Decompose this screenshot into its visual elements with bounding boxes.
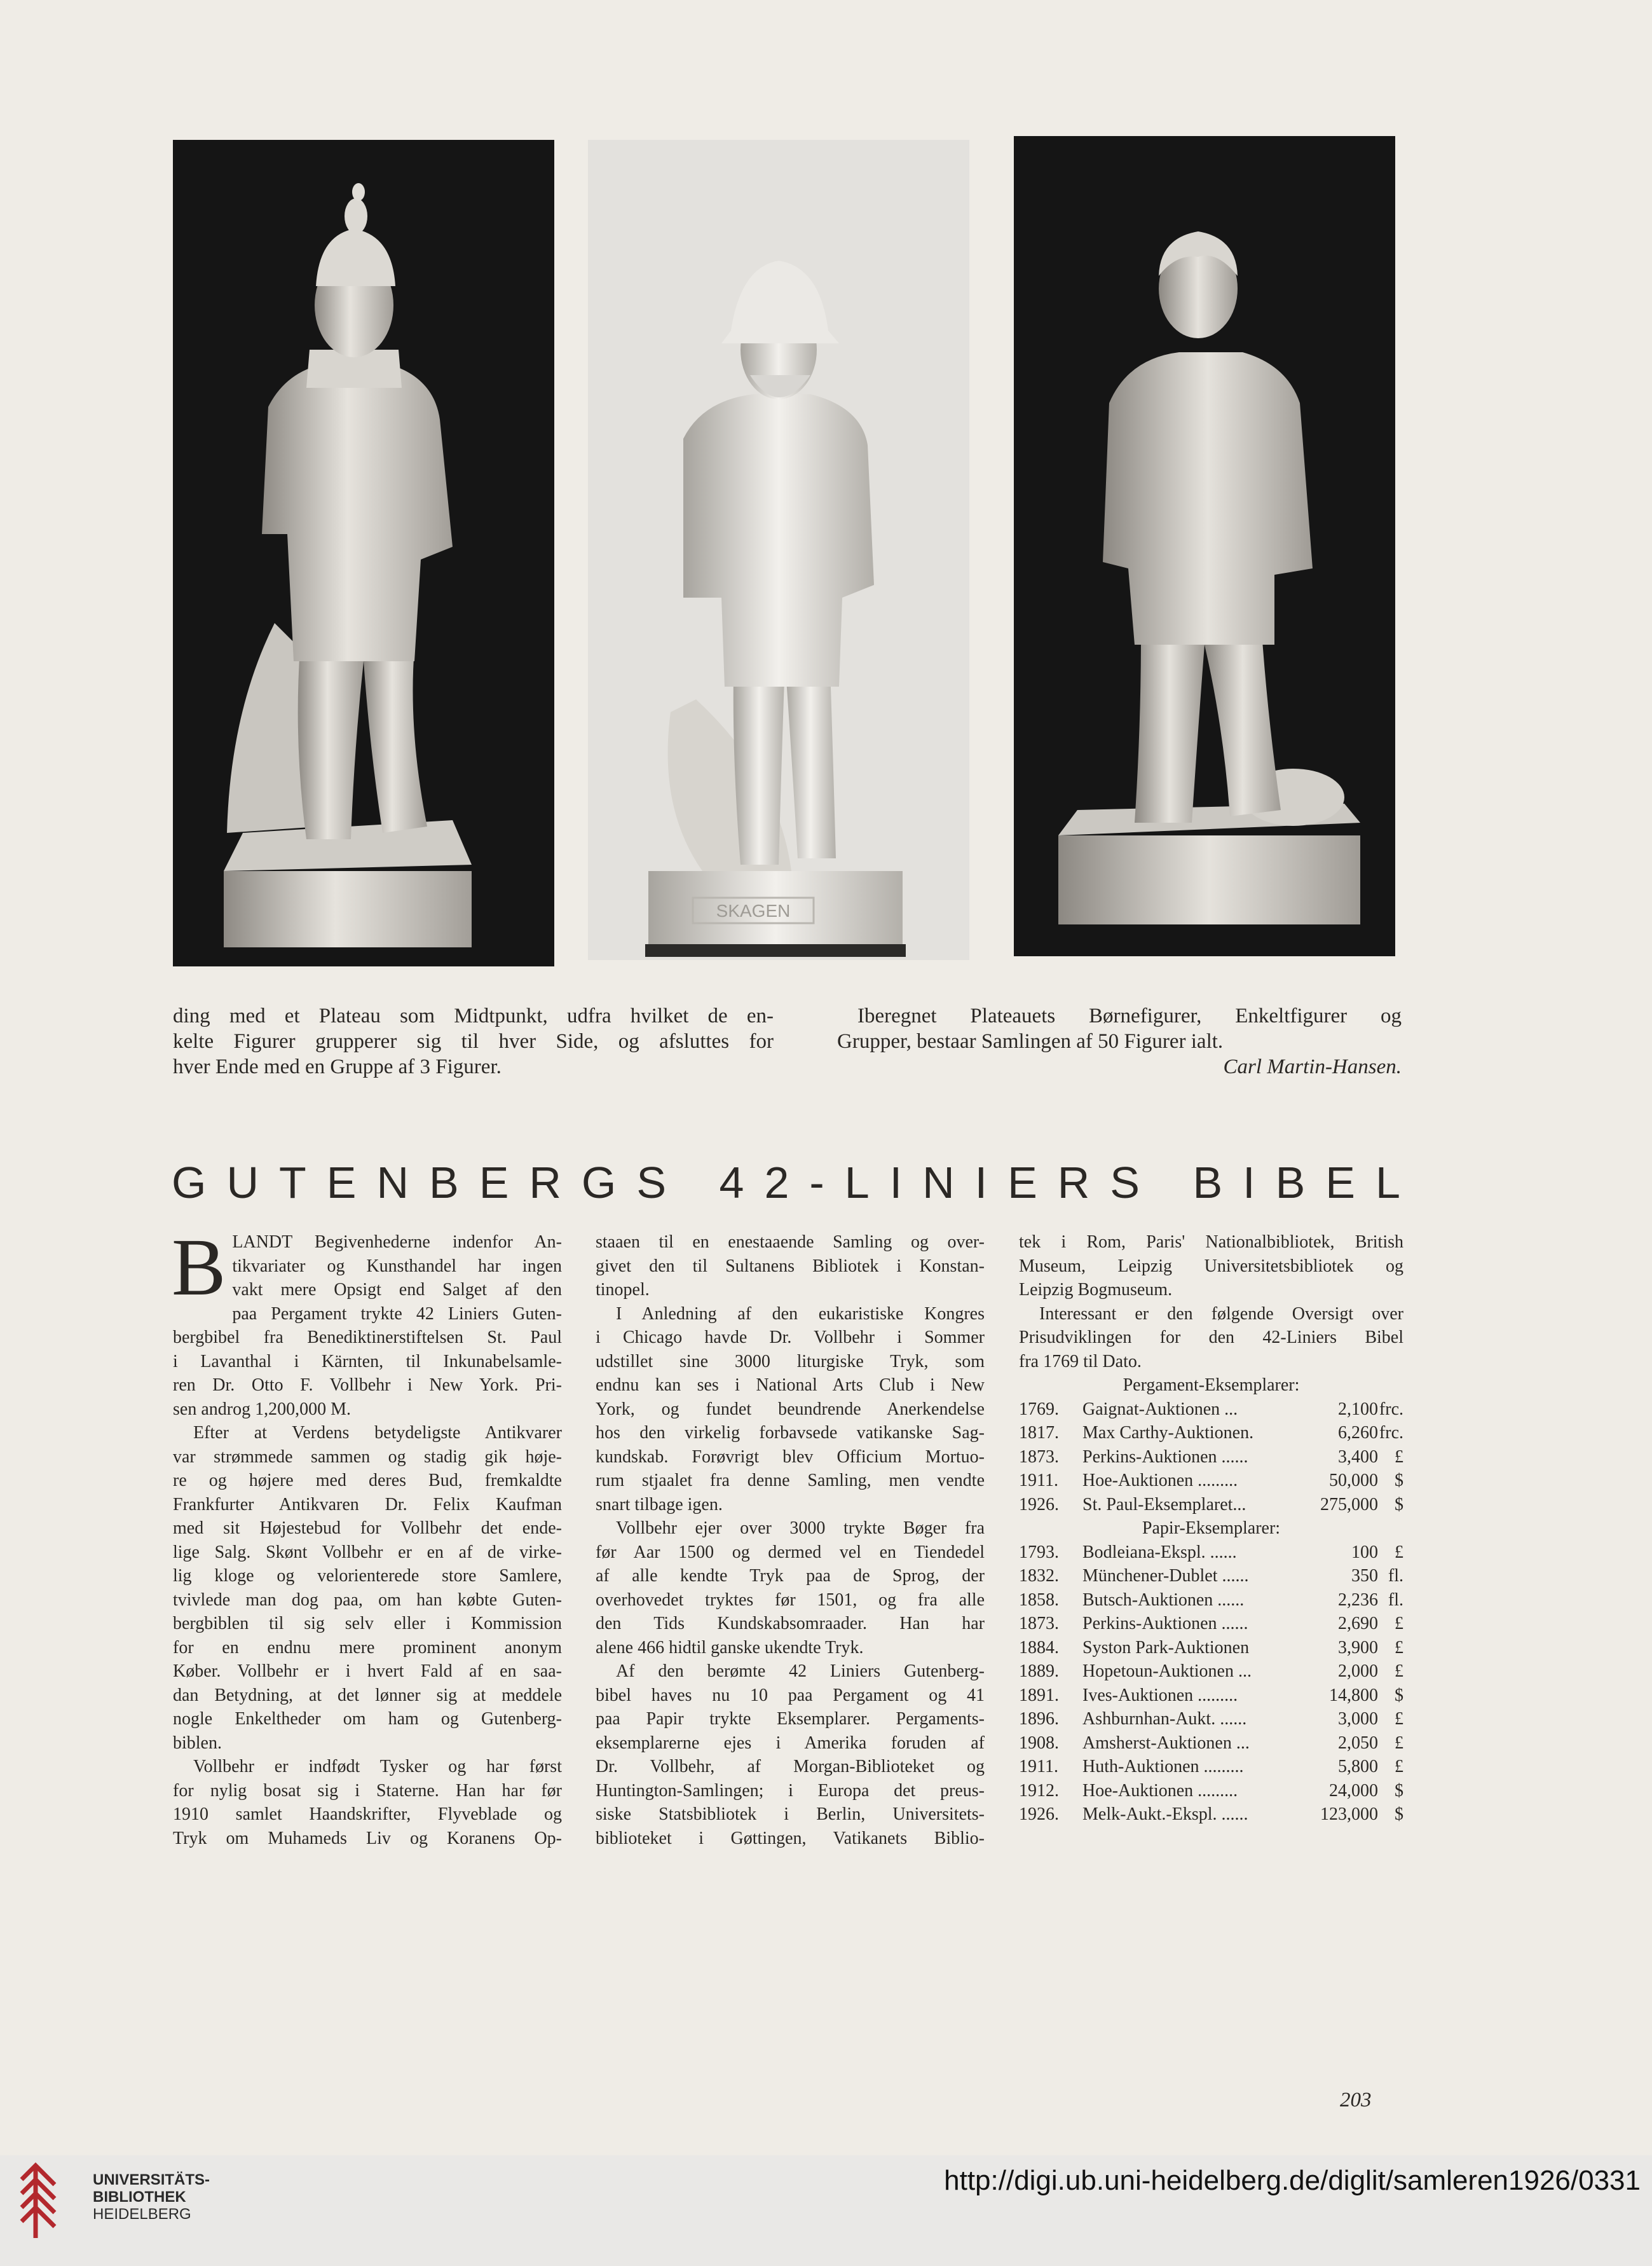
price-name: Melk-Aukt.-Ekspl. ...... [1082, 1804, 1248, 1824]
price-cur: $ [1395, 1471, 1403, 1490]
papir-price-table [1019, 1541, 1403, 1827]
text-line: Prisudviklingen for den 42-Liniers Bibel [1019, 1328, 1403, 1347]
price-value: 2,690 [1338, 1614, 1378, 1633]
caption-left-line: hver Ende med en Gruppe af 3 Figurer. [173, 1055, 502, 1078]
price-name: Perkins-Auktionen ...... [1082, 1446, 1248, 1467]
price-name: Syston Park-Auktionen [1082, 1637, 1250, 1658]
price-row [1019, 1564, 1403, 1588]
text-line: overhovedet tryktes før 1501, og fra alle [596, 1590, 985, 1610]
text-line: lig kloge og velorienterede store Samlere, [173, 1566, 562, 1586]
text-line: tvivlede man dog paa, om han købte Guten- [173, 1590, 562, 1610]
text-line: med sit Højestebud for Vollbehr det ende- [173, 1518, 562, 1538]
text-line: I Anledning af den eukaristiske Kongres [616, 1303, 985, 1324]
text-line: bibel haves nu 10 paa Pergament og 41 [596, 1685, 985, 1705]
library-name-line: BIBLIOTHEK [93, 2188, 186, 2206]
plinth-label: SKAGEN [716, 901, 791, 921]
text-line: den Tids Kundskabsomraader. Han har [596, 1614, 985, 1633]
text-line: tikvariater og Kunsthandel har ingen [232, 1256, 562, 1276]
text-line: dan Betydning, at det lønner sig at meddele [173, 1685, 562, 1705]
price-value: 14,800 [1329, 1685, 1378, 1705]
text-line: hos den virkelig forbavsede vatikanske Sag- [596, 1423, 985, 1443]
caption-signature: Carl Martin-Hansen. [1223, 1055, 1402, 1078]
price-year: 1926. [1019, 1494, 1059, 1514]
text-line: før Aar 1500 og dermed vel en Tiendedel [596, 1542, 985, 1562]
price-cur: £ [1395, 1733, 1403, 1753]
price-row [1019, 1659, 1403, 1684]
price-year: 1873. [1019, 1614, 1059, 1633]
text-line: re og højere med deres Bud, fremkaldte [173, 1471, 562, 1490]
text-line: fra 1769 til Dato. [1019, 1351, 1142, 1371]
price-cur: $ [1395, 1494, 1403, 1514]
price-row [1019, 1445, 1403, 1469]
price-name: Hoe-Auktionen ......... [1082, 1471, 1238, 1490]
text-line: kundskab. Forøvrigt blev Officium Mortuo- [596, 1446, 985, 1467]
text-line: Museum, Leipzig Universitetsbibliotek og [1019, 1256, 1403, 1276]
price-year: 1858. [1019, 1590, 1059, 1610]
price-year: 1889. [1019, 1661, 1059, 1681]
price-cur: $ [1395, 1780, 1403, 1801]
price-value: 2,236 [1338, 1590, 1378, 1610]
price-cur: frc. [1379, 1423, 1403, 1443]
text-line: biblen. [173, 1733, 222, 1753]
text-line: Køber. Vollbehr er i hvert Fald af en saa- [173, 1661, 562, 1681]
university-library-logo-icon [17, 2160, 60, 2243]
price-name: Ashburnhan-Aukt. ...... [1082, 1709, 1247, 1729]
price-name: Münchener-Dublet ...... [1082, 1566, 1249, 1586]
price-value: 3,400 [1338, 1446, 1378, 1467]
pergament-heading: Pergament-Eksemplarer: [1123, 1375, 1300, 1395]
price-row [1019, 1588, 1403, 1612]
price-name: Perkins-Auktionen ...... [1082, 1614, 1248, 1633]
price-name: Bodleiana-Ekspl. ...... [1082, 1542, 1237, 1562]
price-cur: $ [1395, 1685, 1403, 1705]
price-year: 1908. [1019, 1733, 1059, 1753]
price-year: 1769. [1019, 1399, 1059, 1419]
price-cur: £ [1395, 1542, 1403, 1562]
price-row [1019, 1684, 1403, 1708]
photo-fisherman-figurine [588, 140, 969, 960]
price-cur: frc. [1379, 1399, 1403, 1419]
price-row [1019, 1397, 1403, 1422]
price-value: 2,100 [1338, 1399, 1378, 1419]
text-line: i Lavanthal i Kärnten, til Inkunabelsamle- [173, 1351, 562, 1371]
text-line: tinopel. [596, 1280, 650, 1300]
price-year: 1817. [1019, 1423, 1059, 1443]
price-name: Ives-Auktionen ......... [1082, 1685, 1238, 1705]
text-line: Efter at Verdens betydeligste Antikvarer [193, 1423, 562, 1443]
price-row [1019, 1636, 1403, 1660]
caption-right [837, 1003, 1402, 1080]
text-line: af alle kendte Tryk paa de Sprog, der [596, 1566, 985, 1586]
price-row [1019, 1541, 1403, 1565]
caption-left-line: ding med et Plateau som Midtpunkt, udfra hvilket de en- [173, 1005, 774, 1027]
price-value: 5,800 [1338, 1757, 1378, 1776]
price-row [1019, 1469, 1403, 1493]
text-line: endnu kan ses i National Arts Club i New [596, 1375, 985, 1395]
price-row [1019, 1755, 1403, 1779]
text-line: for nylig bosat sig i Staterne. Han har før [173, 1780, 562, 1801]
text-line: snart tilbage igen. [596, 1494, 723, 1514]
text-line: paa Pergament trykte 42 Liniers Guten- [232, 1303, 562, 1324]
caption-left [173, 1003, 774, 1080]
price-value: 100 [1351, 1542, 1378, 1562]
text-line: sen androg 1,200,000 M. [173, 1399, 351, 1419]
price-value: 3,900 [1338, 1637, 1378, 1658]
text-line: Frankfurter Antikvaren Dr. Felix Kaufman [173, 1494, 562, 1514]
price-cur: £ [1395, 1661, 1403, 1681]
price-row [1019, 1707, 1403, 1731]
text-line: Af den berømte 42 Liniers Gutenberg- [616, 1661, 985, 1681]
price-cur: £ [1395, 1446, 1403, 1467]
text-line: Tryk om Muhameds Liv og Koranens Op- [173, 1828, 562, 1848]
article-column-3 [1019, 1230, 1403, 1827]
text-line: ren Dr. Otto F. Vollbehr i New York. Pri- [173, 1375, 562, 1395]
price-year: 1896. [1019, 1709, 1059, 1729]
caption-right-line: Grupper, bestaar Samlingen af 50 Figurer ialt. [837, 1030, 1224, 1053]
price-cur: £ [1395, 1757, 1403, 1776]
article-column-1 [172, 1222, 562, 1850]
library-name [93, 2171, 210, 2223]
text-line: staaen til en enestaaende Samling og over- [596, 1232, 985, 1252]
page-number: 203 [1340, 2089, 1372, 2112]
text-line: Vollbehr ejer over 3000 trykte Bøger fra [616, 1518, 985, 1538]
text-line: biblioteket i Gøttingen, Vatikanets Biblio- [596, 1828, 985, 1848]
price-value: 350 [1351, 1566, 1378, 1586]
text-line: rum stjaalet fra denne Samling, men vendte [596, 1471, 985, 1490]
text-line: Dr. Vollbehr, af Morgan-Biblioteket og [596, 1757, 985, 1776]
photo-girl-figurine [173, 140, 554, 966]
digital-library-url-link[interactable]: http://digi.ub.uni-heidelberg.de/diglit/samleren1926/0331 [944, 2165, 1641, 2196]
price-value: 24,000 [1329, 1780, 1378, 1801]
price-name: Gaignat-Auktionen ... [1082, 1399, 1238, 1419]
drop-cap: B [172, 1222, 226, 1312]
price-year: 1873. [1019, 1446, 1059, 1467]
price-name: Amsherst-Auktionen ... [1082, 1733, 1250, 1753]
price-year: 1793. [1019, 1542, 1059, 1562]
price-name: Max Carthy-Auktionen. [1082, 1423, 1254, 1443]
price-row [1019, 1421, 1403, 1445]
price-year: 1884. [1019, 1637, 1059, 1658]
text-line: siske Statsbibliotek i Berlin, Universitets- [596, 1804, 985, 1824]
text-line: Leipzig Bogmuseum. [1019, 1280, 1173, 1300]
text-line: Huntington-Samlingen; i Europa det preus- [596, 1780, 985, 1801]
text-line: paa Papir trykte Eksemplarer. Pergaments- [596, 1709, 985, 1729]
library-name-line: HEIDELBERG [93, 2206, 191, 2223]
text-line: lige Salg. Skønt Vollbehr er en af de virke- [173, 1542, 562, 1562]
text-line: i Chicago havde Dr. Vollbehr i Sommer [596, 1328, 985, 1347]
text-line: nogle Enkeltheder om ham og Gutenberg- [173, 1709, 562, 1729]
text-line: alene 466 hidtil ganske ukendte Tryk. [596, 1637, 864, 1658]
price-year: 1911. [1019, 1471, 1058, 1490]
text-line: eksemplarerne ejes i Amerika foruden af [596, 1733, 985, 1753]
price-row [1019, 1803, 1403, 1827]
text-line: LANDT Begivenhederne indenfor An- [232, 1232, 562, 1252]
text-line: York, og fundet beundrende Anerkendelse [596, 1399, 985, 1419]
papir-heading: Papir-Eksemplarer: [1142, 1518, 1281, 1538]
pergament-price-table [1019, 1397, 1403, 1517]
article-column-2 [596, 1230, 985, 1850]
price-row [1019, 1612, 1403, 1636]
price-year: 1891. [1019, 1685, 1059, 1705]
price-year: 1912. [1019, 1780, 1059, 1801]
text-line: bergbibel fra Benediktinerstiftelsen St. Paul [173, 1328, 562, 1347]
price-name: Butsch-Auktionen ...... [1082, 1590, 1245, 1610]
price-name: Hoe-Auktionen ......... [1082, 1780, 1238, 1801]
price-year: 1926. [1019, 1804, 1059, 1824]
price-row [1019, 1779, 1403, 1803]
article-title: GUTENBERGS 42-LINIERS BIBEL [172, 1158, 1421, 1207]
price-value: 2,050 [1338, 1733, 1378, 1753]
text-line: vakt mere Opsigt end Salget af den [232, 1280, 562, 1300]
price-name: Huth-Auktionen ......... [1082, 1757, 1244, 1776]
text-line: givet den til Sultanens Bibliotek i Konstan- [596, 1256, 985, 1276]
price-value: 2,000 [1338, 1661, 1378, 1681]
library-name-line: UNIVERSITÄTS- [93, 2171, 210, 2188]
text-line: 1910 samlet Haandskrifter, Flyveblade og [173, 1804, 562, 1824]
text-line: Vollbehr er indfødt Tysker og har først [193, 1757, 562, 1776]
price-cur: fl. [1388, 1590, 1403, 1610]
price-value: 3,000 [1338, 1709, 1378, 1729]
text-line: udstillet sine 3000 liturgiske Tryk, som [596, 1351, 985, 1371]
price-value: 50,000 [1329, 1471, 1378, 1490]
price-name: St. Paul-Eksemplaret... [1082, 1494, 1246, 1514]
text-line: tek i Rom, Paris' Nationalbibliotek, British [1019, 1232, 1403, 1252]
price-value: 6,260 [1338, 1423, 1378, 1443]
price-year: 1832. [1019, 1566, 1059, 1586]
text-line: Interessant er den følgende Oversigt over [1039, 1303, 1403, 1324]
price-cur: £ [1395, 1614, 1403, 1633]
caption-right-line: Iberegnet Plateauets Børnefigurer, Enkeltfigurer og [857, 1005, 1402, 1027]
price-cur: $ [1395, 1804, 1403, 1824]
price-cur: £ [1395, 1637, 1403, 1658]
price-name: Hopetoun-Auktionen ... [1082, 1661, 1252, 1681]
price-row [1019, 1493, 1403, 1517]
text-line: bergbiblen til sig selv eller i Kommission [173, 1614, 562, 1633]
price-value: 275,000 [1320, 1494, 1378, 1514]
caption-left-line: kelte Figurer grupperer sig til hver Side, og afsluttes for [173, 1030, 774, 1053]
price-year: 1911. [1019, 1757, 1058, 1776]
price-cur: fl. [1388, 1566, 1403, 1586]
text-line: var strømmede sammen og stadig gik høje- [173, 1446, 562, 1467]
photo-boy-figurine [1014, 136, 1395, 956]
text-line: for en endnu mere prominent anonym [173, 1637, 562, 1658]
price-value: 123,000 [1320, 1804, 1378, 1824]
price-row [1019, 1731, 1403, 1755]
price-cur: £ [1395, 1709, 1403, 1729]
